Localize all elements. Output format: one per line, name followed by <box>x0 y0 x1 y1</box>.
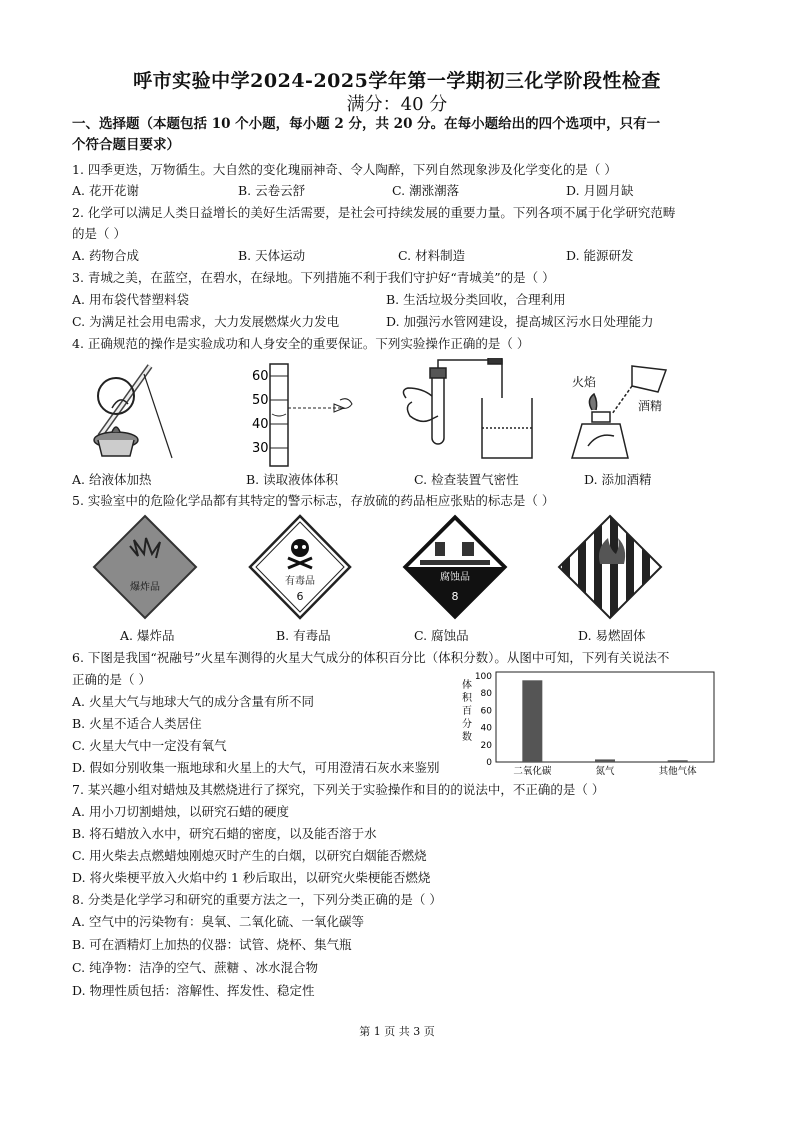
q5-option-c: C. 腐蚀品 <box>414 628 469 643</box>
figure-heating-liquid <box>94 366 172 458</box>
full-score: 满分：40 分 <box>346 94 448 115</box>
chart-bar <box>522 680 542 762</box>
q7-option-c: C. 用火柴去点燃蜡烛刚熄灭时产生的白烟，以研究白烟能否燃烧 <box>72 848 427 863</box>
q5-option-b: B. 有毒品 <box>276 628 331 643</box>
sign-toxic-text: 有毒品 <box>285 576 315 587</box>
q4-option-a: A. 给液体加热 <box>72 472 152 487</box>
chart-ylabel-char: 数 <box>462 732 472 743</box>
chart-x-label: 二氧化碳 <box>513 766 552 777</box>
q1-option-b: B. 云卷云舒 <box>238 183 306 198</box>
chart-ylabel-char: 体 <box>462 680 472 691</box>
q7-option-b: B. 将石蜡放入水中，研究石蜡的密度，以及能否溶于水 <box>72 826 377 841</box>
q7-stem: 7. 某兴趣小组对蜡烛及其燃烧进行了探究，下列关于实验操作和目的的说法中，不正确的是（ ） <box>72 782 605 797</box>
chart-ylabel-char: 积 <box>462 693 472 704</box>
sign-toxic <box>250 516 350 618</box>
q4-option-b: B. 读取液体体积 <box>246 472 339 487</box>
q4-option-c: C. 检查装置气密性 <box>414 472 519 487</box>
q2-option-b: B. 天体运动 <box>238 248 306 263</box>
chart-bars <box>522 680 687 762</box>
q6-option-c: C. 火星大气中一定没有氧气 <box>72 738 227 753</box>
sign-corrosive-class: 8 <box>451 590 459 603</box>
chart-bar <box>595 759 615 762</box>
q2-stem: 2. 化学可以满足人类日益增长的美好生活需要，是社会可持续发展的重要力量。下列各项不属于化学研究范畴 <box>72 205 676 220</box>
page-title: 呼市实验中学2024-2025学年第一学期初三化学阶段性检查 <box>133 70 661 92</box>
q2-option-a: A. 药物合成 <box>72 248 139 263</box>
q1-option-a: A. 花开花谢 <box>72 183 139 198</box>
q8-option-d: D. 物理性质包括：溶解性、挥发性、稳定性 <box>72 983 315 998</box>
cylinder-tick-50: 50 <box>252 393 269 408</box>
q1-stem: 1. 四季更迭，万物循生。大自然的变化瑰丽神奇、令人陶醉，下列自然现象涉及化学变化的是（ ） <box>72 162 617 177</box>
q7-option-d: D. 将火柴梗平放入火焰中约 1 秒后取出，以研究火柴梗能否燃烧 <box>72 870 431 885</box>
chart-x-labels <box>513 765 697 777</box>
sign-toxic-class: 6 <box>296 590 304 603</box>
q6-option-d: D. 假如分别收集一瓶地球和火星上的大气，可用澄清石灰水来鉴别 <box>72 760 440 775</box>
q6-stem: 6. 下图是我国“祝融号”火星车测得的火星大气成分的体积百分比（体积分数）。从图中可知，下列有关说法不 <box>72 650 670 665</box>
q3-option-d: D. 加强污水管网建设，提高城区污水日处理能力 <box>386 314 654 329</box>
chart-y-tick-label: 20 <box>480 740 492 751</box>
q3-option-c: C. 为满足社会用电需求，大力发展燃煤火力发电 <box>72 314 340 329</box>
chart-ylabel-char: 百 <box>462 706 472 717</box>
chart-ylabel-char: 分 <box>462 719 472 730</box>
q1-option-c: C. 潮涨潮落 <box>392 183 460 198</box>
chart-bar <box>668 760 688 762</box>
chart-ylabel <box>462 678 473 743</box>
sign-explosive-text: 爆炸品 <box>130 582 160 593</box>
q4-apparatus-figures <box>72 358 732 468</box>
chart-y-ticks <box>475 672 492 768</box>
mars-atmosphere-chart <box>460 668 716 780</box>
chart-y-tick-label: 80 <box>480 689 492 700</box>
cylinder-tick-40: 40 <box>252 417 269 432</box>
figure-airtightness-check <box>403 358 532 458</box>
q7-option-a: A. 用小刀切割蜡烛，以研究石蜡的硬度 <box>72 804 289 819</box>
figure-adding-alcohol <box>572 366 666 458</box>
section-heading: 一、选择题（本题包括 10 个小题，每小题 2 分，共 20 分。在每小题给出的四个选项中，只有一 <box>72 116 661 132</box>
lamp-flame-label: 火焰 <box>572 375 597 389</box>
q8-stem: 8. 分类是化学学习和研究的重要方法之一，下列分类正确的是（ ） <box>72 892 442 907</box>
section-heading-cont: 个符合题目要求） <box>72 137 180 153</box>
q5-option-a: A. 爆炸品 <box>120 628 175 643</box>
sign-corrosive <box>404 516 506 618</box>
q3-option-b: B. 生活垃圾分类回收，合理利用 <box>386 292 566 307</box>
q6-stem-cont: 正确的是（ ） <box>72 672 151 687</box>
chart-y-tick-label: 40 <box>480 723 492 734</box>
q2-option-c: C. 材料制造 <box>398 248 466 263</box>
q1-option-d: D. 月圆月缺 <box>566 183 634 198</box>
sign-flammable-solid <box>559 512 661 622</box>
page-footer: 第 1 页 共 3 页 <box>359 1025 435 1038</box>
chart-y-tick-label: 60 <box>480 706 492 717</box>
sign-explosive <box>94 516 196 618</box>
chart-x-label: 其他气体 <box>658 766 697 777</box>
q3-option-a: A. 用布袋代替塑料袋 <box>72 292 189 307</box>
q3-stem: 3. 青城之美，在蓝空，在碧水，在绿地。下列措施不利于我们守护好“青城美”的是（ ） <box>72 270 555 285</box>
q8-option-b: B. 可在酒精灯上加热的仪器：试管、烧杯、集气瓶 <box>72 937 352 952</box>
q5-option-d: D. 易燃固体 <box>578 628 646 643</box>
figure-graduated-cylinder <box>252 364 352 466</box>
cylinder-tick-60: 60 <box>252 369 269 384</box>
q8-option-c: C. 纯净物：洁净的空气、蔗糖 、冰水混合物 <box>72 960 319 975</box>
q5-stem: 5. 实验室中的危险化学品都有其特定的警示标志，存放硫的药品柜应张贴的标志是（ ） <box>72 493 555 508</box>
q6-option-a: A. 火星大气与地球大气的成分含量有所不同 <box>72 694 314 709</box>
q6-option-b: B. 火星不适合人类居住 <box>72 716 202 731</box>
cylinder-tick-30: 30 <box>252 441 269 456</box>
q4-option-d: D. 添加酒精 <box>584 472 652 487</box>
q2-option-d: D. 能源研发 <box>566 248 634 263</box>
q5-warning-signs <box>90 512 710 622</box>
q8-option-a: A. 空气中的污染物有：臭氧、二氧化硫、一氧化碳等 <box>72 914 364 929</box>
q2-stem-cont: 的是（ ） <box>72 226 126 241</box>
lamp-alcohol-label: 酒精 <box>638 399 663 413</box>
q4-stem: 4. 正确规范的操作是实验成功和人身安全的重要保证。下列实验操作正确的是（ ） <box>72 336 530 351</box>
chart-y-tick-label: 100 <box>474 672 492 682</box>
sign-corrosive-text: 腐蚀品 <box>440 572 470 583</box>
chart-y-tick-label: 0 <box>486 758 492 768</box>
chart-x-label: 氮气 <box>595 766 615 777</box>
